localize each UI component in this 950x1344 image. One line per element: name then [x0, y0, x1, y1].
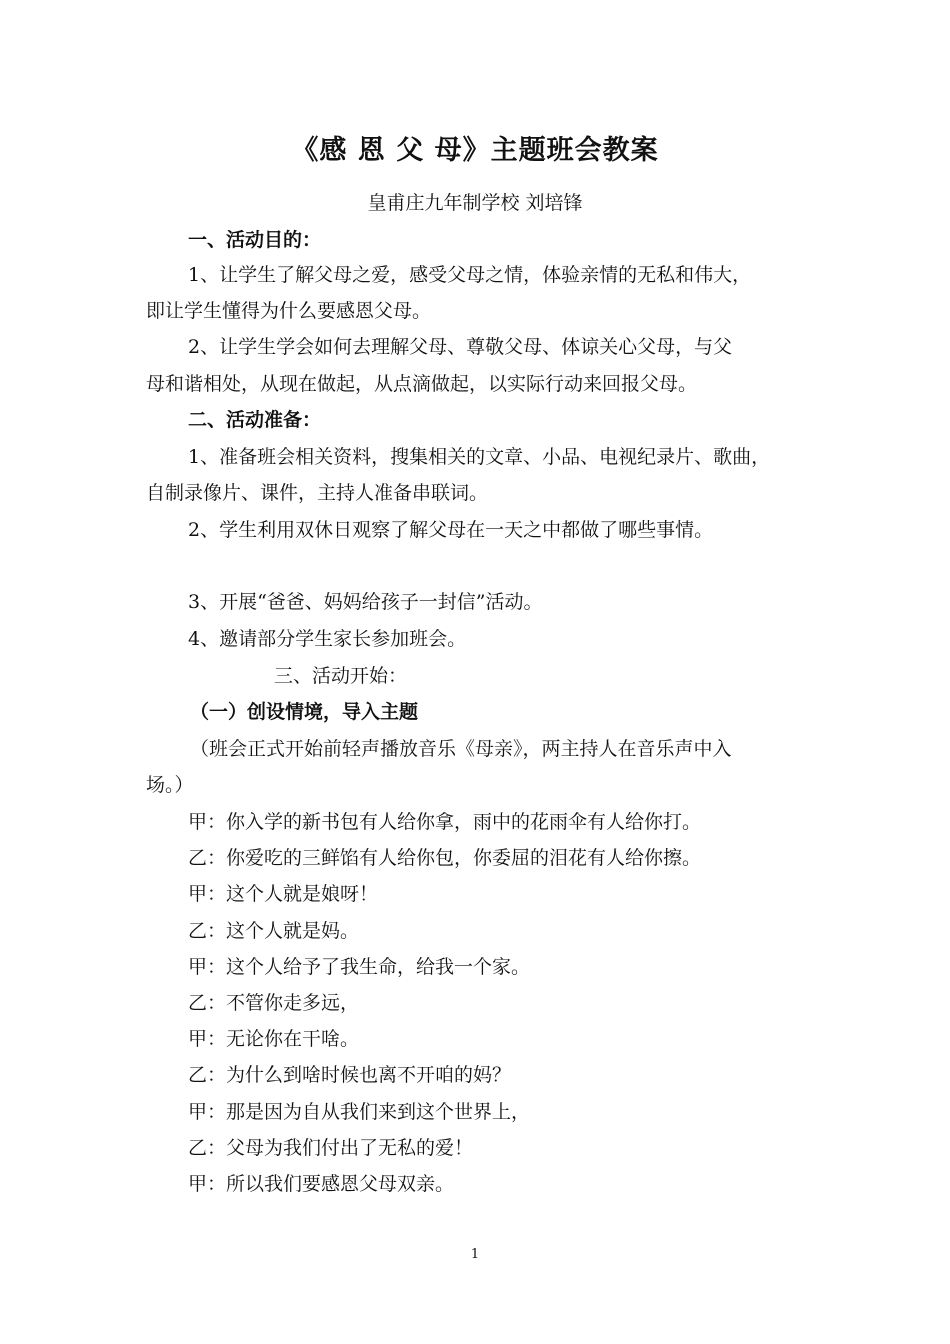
page-number: 1	[470, 1247, 480, 1262]
dialogue-line: 乙：不管你走多远，	[188, 992, 360, 1014]
dialogue-line: 甲：这个人给予了我生命，给我一个家。	[188, 956, 531, 978]
section3-intro-line1: （班会正式开始前轻声播放音乐《母亲》，两主持人在音乐声中入	[190, 738, 732, 760]
dialogue-line: 甲：这个人就是娘呀！	[188, 883, 379, 905]
section1-item1-line2: 即让学生懂得为什么要感恩父母。	[146, 300, 432, 322]
author-line: 皇甫庄九年制学校 刘培锋	[367, 192, 583, 214]
dialogue-line: 甲：所以我们要感恩父母双亲。	[188, 1173, 455, 1195]
document-title: 《感 恩 父 母》主题班会教案	[291, 135, 659, 166]
section3-sub1-heading: （一）创设情境，导入主题	[190, 701, 419, 723]
section1-item2-line1: 2、让学生学会如何去理解父母、尊敬父母、体谅关心父母，与父	[188, 336, 733, 358]
section1-item2-line2: 母和谐相处，从现在做起，从点滴做起，以实际行动来回报父母。	[146, 373, 698, 395]
section1-heading: 一、活动目的：	[188, 229, 322, 251]
dialogue-line: 甲：你入学的新书包有人给你拿，雨中的花雨伞有人给你打。	[188, 811, 702, 833]
section2-item3: 3、开展“爸爸、妈妈给孩子一封信”活动。	[188, 591, 543, 613]
section1-item1-line1: 1、让学生了解父母之爱，感受父母之情，体验亲情的无私和伟大，	[188, 264, 752, 286]
section2-item4: 4、邀请部分学生家长参加班会。	[188, 628, 467, 650]
section3-intro-line2: 场。）	[146, 774, 194, 796]
dialogue-line: 甲：无论你在干啥。	[188, 1028, 360, 1050]
dialogue-line: 乙：这个人就是妈。	[188, 920, 360, 942]
section2-item1-line2: 自制录像片、课件，主持人准备串联词。	[146, 482, 489, 504]
section2-heading: 二、活动准备：	[188, 409, 322, 431]
section2-item1-line1: 1、准备班会相关资料，搜集相关的文章、小品、电视纪录片、歌曲，	[188, 446, 771, 468]
dialogue-line: 甲：那是因为自从我们来到这个世界上，	[188, 1101, 531, 1123]
dialogue-line: 乙：你爱吃的三鲜馅有人给你包，你委屈的泪花有人给你擦。	[188, 847, 702, 869]
section3-heading: 三、活动开始：	[274, 665, 408, 687]
dialogue-line: 乙：为什么到啥时候也离不开咱的妈？	[188, 1064, 512, 1086]
section2-item2: 2、学生利用双休日观察了解父母在一天之中都做了哪些事情。	[188, 519, 714, 541]
dialogue-line: 乙：父母为我们付出了无私的爱！	[188, 1137, 474, 1159]
